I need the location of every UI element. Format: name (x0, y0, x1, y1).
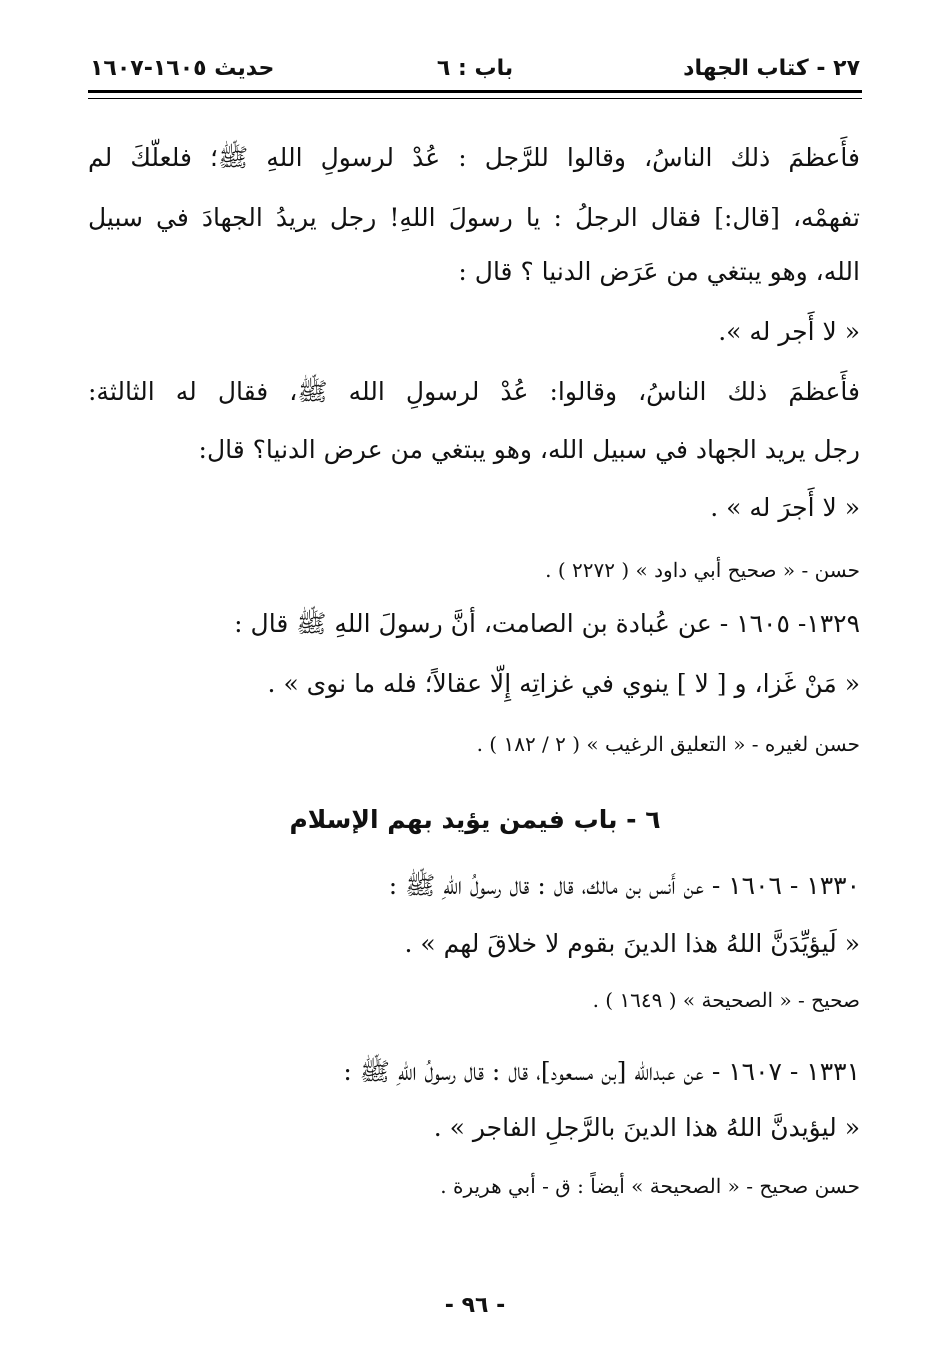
hadith-range: حديث ١٦٠٥-١٦٠٧ (90, 56, 275, 81)
paragraph-line: تفهمْه، [قال:] فقال الرجلُ : يا رسولَ اللهِ! رجل يريدُ الجهادَ في سبيل (88, 203, 860, 232)
paragraph-line: فأَعظمَ ذلك الناسُ، وقالوا: عُدْ لرسولِ الله ﷺ، فقال له الثالثة: (88, 377, 860, 406)
hadith-heading: ١٣٣١ - ١٦٠٧ - عن عبدالله [بن مسعود]، قال : قال رسولُ اللهِ ﷺ : (343, 1057, 860, 1086)
paragraph-line: فأَعظمَ ذلك الناسُ، وقالوا للرَّجل : عُدْ لرسولِ اللهِ ﷺ؛ فلعلّكَ لم (88, 143, 860, 172)
paragraph-line: الله، وهو يبتغي من عَرَض الدنيا ؟ قال : (458, 257, 860, 286)
quote-line: « لَيؤيِّدَنَّ اللهُ هذا الدينَ بقوم لا خلاقَ لهم » . (404, 929, 860, 958)
section-heading: ٦ - باب فيمن يؤيد بهم الإسلام (289, 805, 661, 834)
hadith-heading: ١٣٣٠ - ١٦٠٦ - عن أَنس بن مالك، قال : قال رسولُ اللهِ ﷺ : (388, 871, 860, 900)
book-title: ٢٧ - كتاب الجهاد (683, 56, 860, 81)
chapter-label: باب : ٦ (436, 56, 514, 81)
header-rule-thin (88, 98, 862, 99)
quote-line: « لا أَجرَ له » . (710, 493, 860, 522)
grade-line: حسن لغيره - « التعليق الرغيب » ( ٢ / ١٨٢ ) . (476, 732, 860, 756)
page-number: - ٩٦ - (444, 1293, 506, 1318)
grade-line: حسن صحيح - « الصحيحة » أيضاً : ق - أبي هريرة . (440, 1174, 860, 1198)
grade-line: صحيح - « الصحيحة » ( ١٦٤٩ ) . (592, 988, 860, 1012)
quote-line: « مَنْ غَزا، و [ لا ] ينوي في غزاتِه إِلّا عقالاً؛ فله ما نوى » . (267, 669, 860, 698)
header-rule-thick (88, 90, 862, 93)
hadith-heading: ١٣٢٩- ١٦٠٥ - عن عُبادة بن الصامت، أنَّ رسولَ اللهِ ﷺ قال : (234, 609, 860, 638)
quote-line: « لا أَجر له ». (718, 317, 860, 346)
grade-line: حسن - « صحيح أبي داود » ( ٢٢٧٢ ) . (545, 558, 860, 582)
quote-line: « ليؤيدنَّ اللهُ هذا الدينَ بالرَّجلِ الفاجر » . (433, 1113, 860, 1142)
running-header (90, 52, 860, 92)
paragraph-line: رجل يريد الجهاد في سبيل الله، وهو يبتغي من عرض الدنيا؟ قال: (198, 435, 860, 464)
